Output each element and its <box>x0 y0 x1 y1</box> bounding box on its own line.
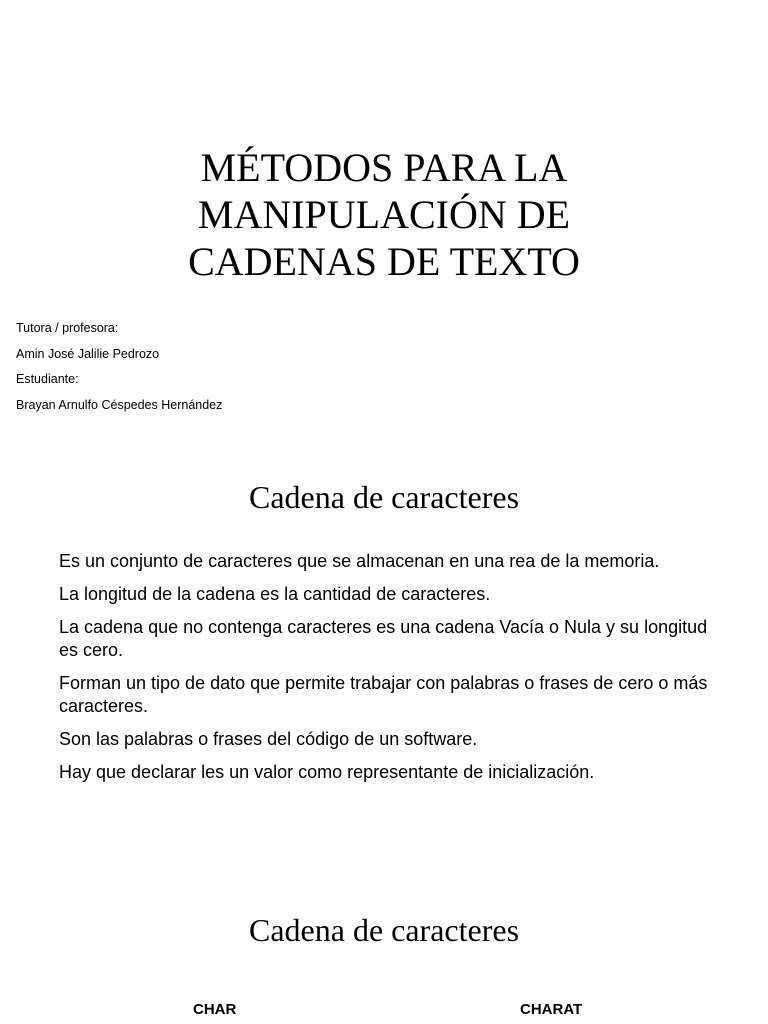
student-name: Brayan Arnulfo Céspedes Hernández <box>16 397 223 412</box>
title-line: MANIPULACIÓN DE <box>197 192 571 237</box>
credits-block <box>16 316 222 418</box>
tutor-name: Amin José Jalilie Pedrozo <box>16 346 160 361</box>
list-item: Forman un tipo de dato que permite trabajar con palabras o frases de cero o más caracteres. <box>59 673 708 716</box>
column-label-char: CHAR <box>193 1001 237 1018</box>
tutor-label: Tutora / profesora: <box>16 321 119 335</box>
list-item: Hay que declarar les un valor como representante de inicialización. <box>59 762 595 782</box>
section-title: Cadena de caracteres <box>248 479 520 515</box>
title-line: CADENAS DE TEXTO <box>188 239 580 284</box>
bullet-list <box>59 550 709 794</box>
list-item: Son las palabras o frases del código de un software. <box>59 729 478 749</box>
document-title <box>0 144 768 285</box>
list-item: Es un conjunto de caracteres que se almacenan en una rea de la memoria. <box>59 551 660 571</box>
title-line: MÉTODOS PARA LA <box>200 145 568 190</box>
list-item: La longitud de la cadena es la cantidad de caracteres. <box>59 584 491 604</box>
section-title: Cadena de caracteres <box>248 912 520 948</box>
column-label-charat: CHARAT <box>520 1001 583 1018</box>
list-item: La cadena que no contenga caracteres es una cadena Vacía o Nula y su longitud es cero. <box>59 617 708 660</box>
student-label: Estudiante: <box>16 372 79 386</box>
